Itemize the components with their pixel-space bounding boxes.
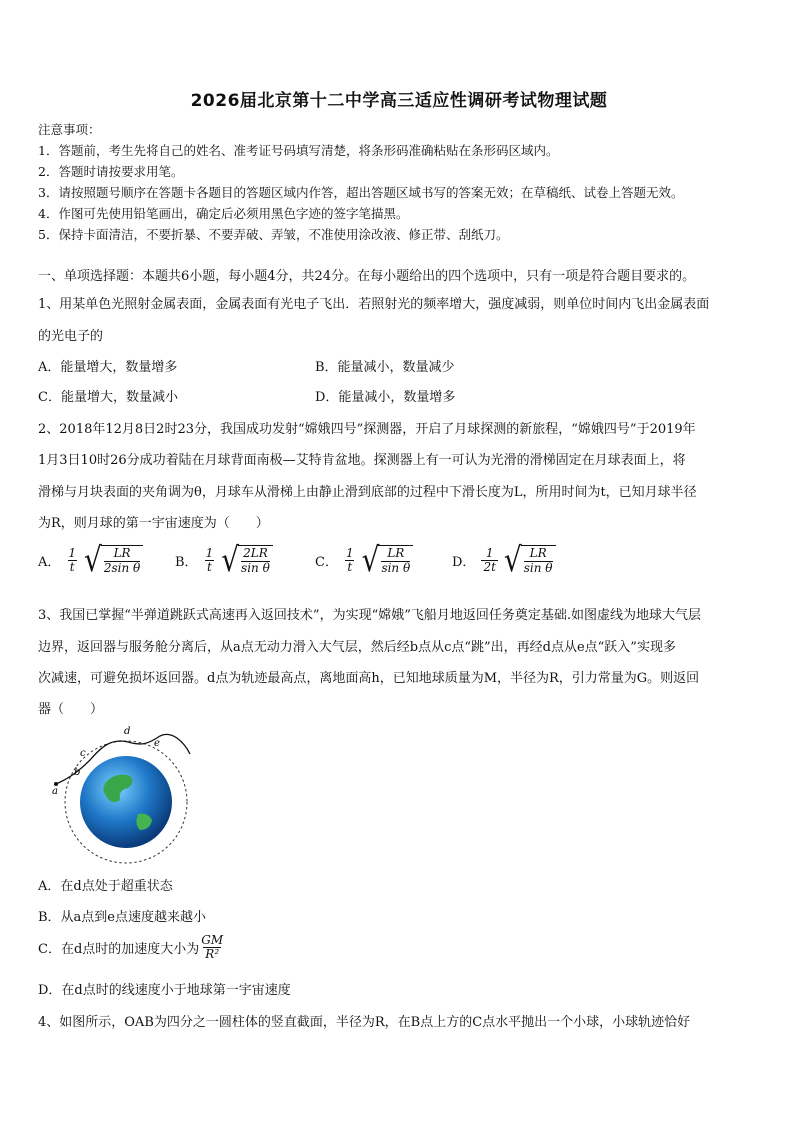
note-item-1: 1．答题前，考生先将自己的姓名、准考证号码填写清楚，将条形码准确粘贴在条形码区域内。: [38, 143, 559, 158]
q3-option-a: A．在d点处于超重状态: [38, 879, 173, 894]
q2-option-b-denominator: t: [206, 559, 212, 574]
earth-reentry-figure: [50, 718, 200, 868]
q3-stem-line-2: 边界，返回器与服务舱分离后，从a点无动力滑入大气层，然后经b点从c点“跳”出，再经d点从e点“跃入”实现多: [38, 640, 676, 655]
q2-option-d-numerator: 1: [485, 545, 494, 560]
q1-stem-line-2: 的光电子的: [38, 329, 104, 344]
note-item-5: 5．保持卡面清洁，不要折暴、不要弄破、弄皱，不准使用涂改液、修正带、刮纸刀。: [38, 227, 509, 242]
fig-label-e: e: [154, 738, 160, 749]
q2-option-d-sqrt: [503, 539, 556, 580]
note-item-3: 3．请按照题号顺序在答题卡各题目的答题区域内作答，超出答题区域书写的答案无效；在草稿纸、试卷上答题无效。: [38, 185, 684, 200]
q2-option-c-rad-num: LR: [387, 546, 405, 560]
q3-option-c-text: C．在d点时的加速度大小为: [38, 942, 200, 958]
q2-option-b-numerator: 1: [205, 545, 214, 560]
q2-option-a-fraction: [66, 547, 78, 574]
q2-option-a-sqrt: [84, 539, 143, 580]
note-item-4: 4．作图可先使用铅笔画出，确定后必须用黑色字迹的签字笔描黑。: [38, 206, 409, 221]
q2-option-a: [38, 539, 143, 580]
q2-option-a-rad-num: LR: [113, 546, 131, 560]
q1-option-d: D．能量减小，数量增多: [315, 390, 456, 405]
sqrt-sign: √: [503, 539, 522, 580]
q3-option-d: D．在d点时的线速度小于地球第一宇宙速度: [38, 983, 291, 998]
q2-option-d-label: D．: [452, 554, 476, 570]
q3-option-c-denominator: R²: [205, 947, 220, 962]
q2-option-d-fraction: [481, 547, 497, 574]
q2-option-b-sqrt: [221, 539, 273, 580]
q3-stem-line-4: 器（ ）: [38, 702, 104, 717]
q4-stem-line-1: 4、如图所示，OAB为四分之一圆柱体的竖直截面，半径为R，在B点上方的C点水平抛出一个小球，小球轨迹恰好: [38, 1015, 691, 1030]
q2-option-b-rad-den: sin θ: [241, 560, 270, 575]
sqrt-sign: √: [361, 539, 380, 580]
sqrt-sign: √: [221, 539, 240, 580]
sqrt-sign: √: [84, 539, 102, 580]
fig-label-b: b: [74, 767, 81, 778]
earth-globe: [80, 756, 172, 848]
q2-stem-line-1: 2、2018年12月8日2时23分，我国成功发射“嫦娥四号”探测器，开启了月球探测的新旅程，“嫦娥四号”于2019年: [38, 422, 696, 437]
q3-option-b: B．从a点到e点速度越来越小: [38, 910, 206, 925]
q2-option-c-fraction: [344, 547, 356, 574]
fig-label-a: a: [52, 786, 58, 797]
q2-option-c-numerator: 1: [345, 545, 354, 560]
note-item-2: 2．答题时请按要求用笔。: [38, 164, 184, 179]
q2-option-b-label: B．: [175, 554, 198, 570]
q2-option-d: [452, 539, 556, 580]
q2-stem-line-2: 1月3日10时26分成功着陆在月球背面南极—艾特肯盆地。探测器上有一可认为光滑的滑梯固定在月球表面上，将: [38, 453, 686, 468]
fig-label-d: d: [124, 726, 131, 737]
q1-option-b: B．能量减小，数量减少: [315, 360, 455, 375]
q2-option-d-rad-den: sin θ: [523, 560, 553, 575]
q3-option-c-fraction: [201, 934, 223, 961]
q3-stem-line-3: 次减速，可避免损坏返回器。d点为轨迹最高点，离地面高h，已知地球质量为M，半径为R，引力常量为G。则返回: [38, 671, 700, 686]
q2-option-c-sqrt: [361, 539, 414, 580]
q2-option-a-denominator: t: [69, 559, 75, 574]
q1-option-a: A．能量增大，数量增多: [38, 360, 178, 375]
q2-option-d-rad-num: LR: [529, 546, 547, 560]
q3-option-c: [38, 934, 223, 961]
section-heading: 一、单项选择题：本题共6小题，每小题4分，共24分。在每小题给出的四个选项中，只有一项是符合题目要求的。: [38, 269, 696, 284]
q2-option-b-fraction: [204, 547, 216, 574]
q1-stem-line-1: 1、用某单色光照射金属表面，金属表面有光电子飞出．若照射光的频率增大，强度减弱，则单位时间内飞出金属表面: [38, 297, 710, 312]
notes-heading: 注意事项：: [38, 122, 101, 137]
q2-option-a-label: A．: [38, 554, 61, 570]
fig-label-c: c: [80, 748, 86, 759]
q2-stem-line-3: 滑梯与月块表面的夹角调为θ，月球车从滑梯上由静止滑到底部的过程中下滑长度为L，所用时间为t，已知月球半径: [38, 485, 697, 500]
q3-stem-line-1: 3、我国已掌握“半弹道跳跃式高速再入返回技术”，为实现“嫦娥”飞船月地返回任务奠定基础.如图虚线为地球大气层: [38, 608, 701, 623]
q3-option-c-numerator: GM: [201, 933, 224, 947]
q2-option-b: [175, 539, 273, 580]
q2-option-b-rad-num: 2LR: [243, 546, 268, 560]
exam-title: 2026届北京第十二中学高三适应性调研考试物理试题: [190, 91, 608, 111]
q1-option-c: C．能量增大，数量减小: [38, 390, 178, 405]
q2-option-c: [315, 539, 413, 580]
q2-option-c-label: C．: [315, 554, 338, 570]
q2-option-c-denominator: t: [347, 559, 353, 574]
q2-option-a-numerator: 1: [68, 545, 77, 560]
q2-option-c-rad-den: sin θ: [381, 560, 411, 575]
q2-stem-line-4: 为R，则月球的第一宇宙速度为（ ）: [38, 516, 269, 531]
q2-option-d-denominator: 2t: [483, 559, 496, 574]
q2-option-a-rad-den: 2sin θ: [103, 560, 141, 575]
